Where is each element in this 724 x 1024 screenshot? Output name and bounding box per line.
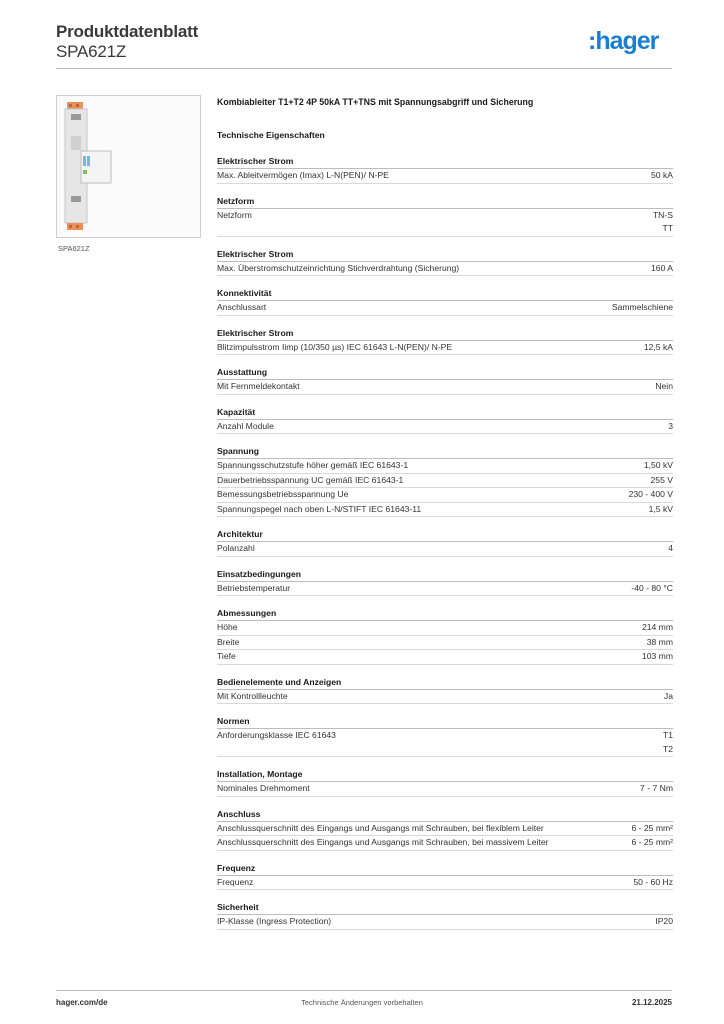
property-value-line: 255 V [650, 474, 673, 485]
property-label: Anzahl Module [217, 420, 274, 431]
property-value [644, 459, 673, 473]
property-value-line: TN-S [652, 209, 673, 220]
property-value [633, 876, 673, 890]
section-title: Frequenz [217, 862, 673, 876]
property-label: Breite [217, 636, 240, 647]
section-title: Anschluss [217, 808, 673, 822]
property-row [217, 915, 673, 930]
property-row [217, 262, 673, 277]
property-row [217, 542, 673, 557]
property-value-line: 1,5 kV [648, 503, 673, 514]
property-row [217, 488, 673, 503]
property-value [631, 822, 673, 836]
property-label: Betriebstemperatur [217, 582, 291, 593]
page-header [56, 18, 672, 68]
property-label: Anschlussquerschnitt des Eingangs und Ausgangs mit Schrauben, bei massivem Leiter [217, 837, 549, 847]
property-row [217, 341, 673, 356]
property-section [217, 366, 673, 395]
property-label: Anschlussart [217, 302, 267, 312]
property-section [217, 248, 673, 277]
section-title: Spannung [217, 445, 673, 459]
property-section [217, 287, 673, 316]
surge-arrester-illustration [57, 96, 200, 237]
property-label: Mit Fernmeldekontakt [217, 381, 300, 391]
property-value-line: 3 [668, 420, 673, 431]
property-section [217, 768, 673, 797]
property-value [655, 380, 673, 394]
footer-date: 21.12.2025 [631, 998, 672, 1007]
property-value-line: 7 - 7 Nm [640, 783, 673, 793]
property-section [217, 406, 673, 435]
property-section [217, 607, 673, 665]
section-title: Elektrischer Strom [217, 248, 673, 262]
property-row [217, 650, 673, 665]
section-title: Konnektivität [217, 287, 673, 301]
property-value [651, 474, 673, 488]
section-title: Bedienelemente und Anzeigen [217, 676, 673, 690]
property-value [612, 301, 673, 315]
property-value-line: TT [662, 223, 673, 233]
property-label: Dauerbetriebsspannung UC gemäß IEC 61643-1 [217, 474, 404, 485]
property-section [217, 445, 673, 517]
property-value [668, 420, 673, 434]
product-code: SPA621Z [56, 42, 127, 61]
property-value-line: 160 A [651, 262, 673, 273]
property-value [642, 621, 673, 635]
property-value [651, 262, 673, 276]
property-value-line: 6 - 25 mm² [631, 822, 673, 833]
property-value-line: 50 kA [651, 170, 673, 180]
property-row [217, 690, 673, 705]
property-section [217, 901, 673, 930]
section-title: Architektur [217, 528, 673, 542]
property-value [631, 582, 673, 596]
property-value-line: T2 [662, 743, 673, 754]
property-row [217, 380, 673, 395]
hager-logo [588, 28, 672, 56]
property-value [653, 209, 673, 236]
property-row [217, 169, 673, 184]
property-value-line: 4 [668, 543, 673, 553]
property-section [217, 808, 673, 851]
property-value-line: 38 mm [646, 636, 673, 647]
technical-properties-heading: Technische Eigenschaften [217, 130, 325, 140]
footer-notice: Technische Änderungen vorbehalten [301, 998, 423, 1007]
product-image [56, 95, 201, 238]
property-value-line: 6 - 25 mm² [631, 837, 673, 847]
property-value-line: 103 mm [641, 651, 673, 661]
property-value-line: -40 - 80 °C [631, 582, 673, 593]
property-label: Blitzimpulsstrom Iimp (10/350 µs) IEC 61643 L-N(PEN)/ N-PE [217, 341, 453, 352]
property-row [217, 474, 673, 489]
property-label: Polanzahl [217, 543, 255, 553]
property-section [217, 862, 673, 891]
property-value-line: Nein [655, 381, 673, 391]
property-value [644, 341, 673, 355]
property-row [217, 503, 673, 518]
property-value [640, 782, 673, 796]
footer-website: hager.com/de [56, 998, 108, 1007]
property-row [217, 621, 673, 636]
property-label: Nominales Drehmoment [217, 783, 310, 793]
svg-text::hager: :hager [588, 28, 659, 55]
property-value [664, 690, 673, 704]
section-title: Installation, Montage [217, 768, 673, 782]
property-row [217, 729, 673, 757]
property-label: Bemessungsbetriebsspannung Ue [217, 489, 349, 499]
property-row [217, 420, 673, 435]
section-title: Abmessungen [217, 607, 673, 621]
property-value-line: 12,5 kA [643, 341, 673, 352]
property-value-line: 214 mm [641, 622, 673, 632]
property-section [217, 327, 673, 356]
property-value-line: Ja [663, 690, 673, 701]
property-value [655, 915, 673, 929]
section-title: Elektrischer Strom [217, 155, 673, 169]
property-value [642, 650, 673, 664]
property-section [217, 155, 673, 184]
property-value [649, 503, 673, 517]
property-row [217, 822, 673, 837]
product-description: Kombiableiter T1+T2 4P 50kA TT+TNS mit Spannungsabgriff und Sicherung [217, 97, 534, 107]
document-title: Produktdatenblatt [56, 22, 199, 41]
property-label: Spannungspegel nach oben L-N/STIFT IEC 61643-11 [217, 503, 422, 514]
property-row [217, 836, 673, 851]
property-section [217, 676, 673, 705]
property-value-line: 50 - 60 Hz [633, 876, 673, 887]
section-title: Normen [217, 715, 673, 729]
section-title: Einsatzbedingungen [217, 568, 673, 582]
property-section [217, 195, 673, 237]
datasheet-content [217, 95, 673, 930]
property-value-line: 1,50 kV [643, 460, 673, 470]
property-value [629, 488, 673, 502]
section-title: Netzform [217, 195, 673, 209]
property-label: Anforderungsklasse IEC 61643 [217, 730, 336, 740]
property-label: IP-Klasse (Ingress Protection) [217, 916, 332, 926]
property-label: Tiefe [217, 651, 236, 661]
property-label: Spannungsschutzstufe höher gemäß IEC 61643-1 [217, 460, 409, 470]
property-sections [217, 155, 673, 930]
section-title: Sicherheit [217, 901, 673, 915]
property-row [217, 301, 673, 316]
property-label: Max. Überstromschutzeinrichtung Stichverdrahtung (Sicherung) [217, 262, 460, 273]
section-title: Kapazität [217, 406, 673, 420]
property-value [651, 169, 673, 183]
property-row [217, 582, 673, 597]
property-row [217, 459, 673, 474]
property-label: Anschlussquerschnitt des Eingangs und Ausgangs mit Schrauben, bei flexiblem Leiter [217, 822, 544, 833]
property-row [217, 782, 673, 797]
property-row [217, 636, 673, 651]
property-value [631, 836, 673, 850]
property-label: Mit Kontrollleuchte [217, 690, 288, 701]
section-title: Elektrischer Strom [217, 327, 673, 341]
property-value-line: T1 [662, 730, 673, 740]
property-label: Netzform [217, 209, 252, 220]
property-row [217, 209, 673, 237]
property-section [217, 568, 673, 597]
footer-divider [56, 990, 672, 991]
property-label: Höhe [217, 622, 238, 632]
property-label: Frequenz [217, 876, 254, 887]
property-value-line: Sammelschiene [611, 302, 673, 312]
header-divider [56, 68, 672, 69]
property-value [647, 636, 673, 650]
property-row [217, 876, 673, 891]
property-value [663, 729, 673, 756]
property-value-line: 230 - 400 V [628, 489, 673, 499]
property-section [217, 528, 673, 557]
section-title: Ausstattung [217, 366, 673, 380]
property-value [668, 542, 673, 556]
property-section [217, 715, 673, 757]
property-label: Max. Ableitvermögen (Imax) L-N(PEN)/ N-PE [217, 170, 389, 180]
property-value-line: IP20 [655, 916, 673, 926]
product-image-caption: SPA621Z [58, 244, 90, 253]
